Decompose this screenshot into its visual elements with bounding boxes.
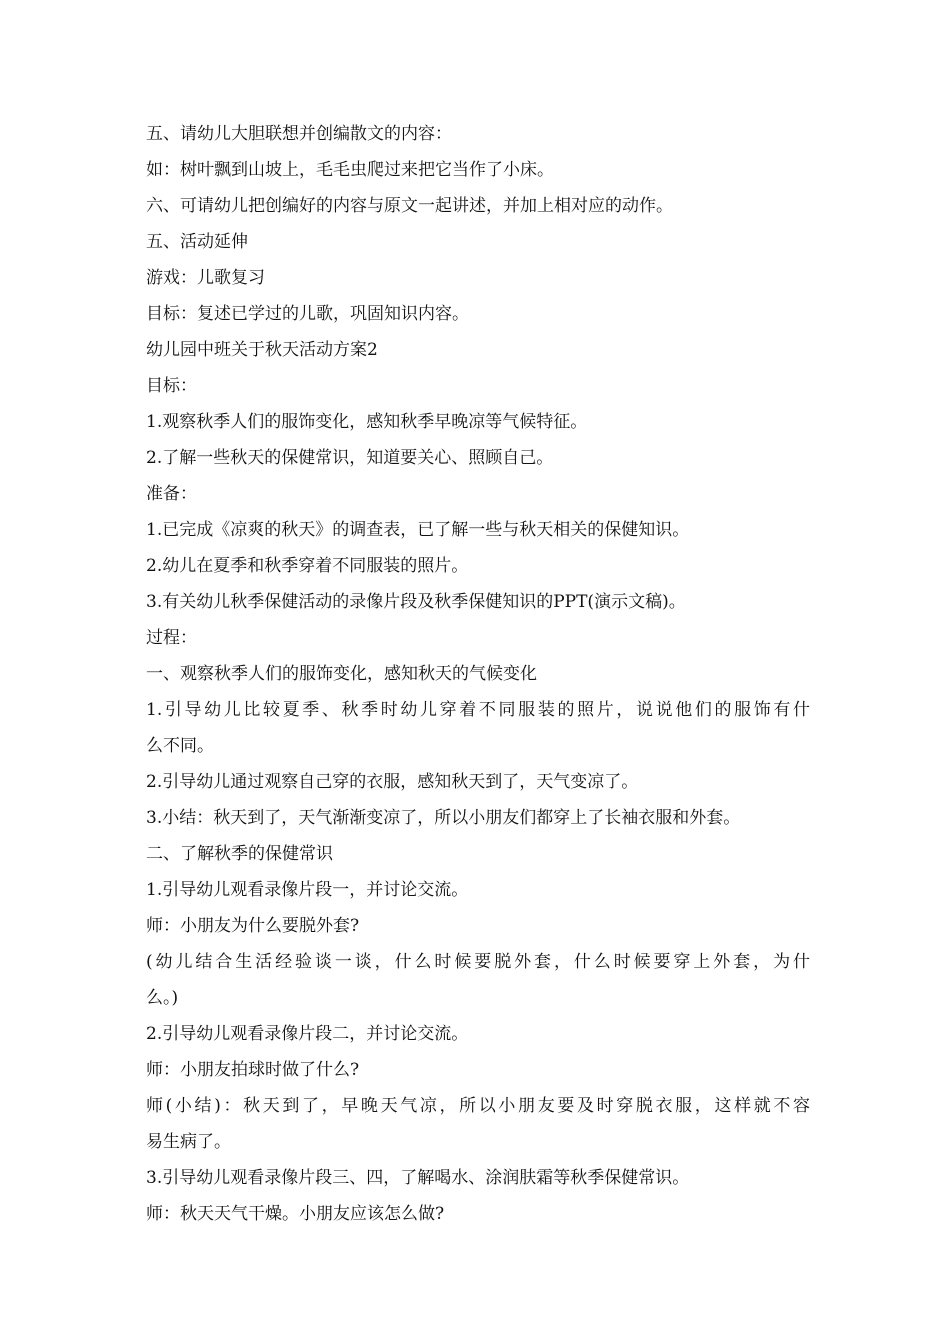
- text-line: (幼儿结合生活经验谈一谈，什么时候要脱外套，什么时候要穿上外套，为什: [146, 952, 810, 972]
- text-line: 么不同。: [146, 736, 214, 756]
- text-line: 五、请幼儿大胆联想并创编散文的内容：: [146, 124, 452, 144]
- text-line: 1.引导幼儿比较夏季、秋季时幼儿穿着不同服装的照片，说说他们的服饰有什: [146, 700, 810, 720]
- text-line: 六、可请幼儿把创编好的内容与原文一起讲述，并加上相对应的动作。: [146, 196, 673, 216]
- text-line: 么。): [146, 988, 179, 1008]
- section-heading: 准备：: [146, 484, 197, 504]
- text-line: 易生病了。: [146, 1132, 231, 1152]
- text-line: 3.引导幼儿观看录像片段三、四，了解喝水、涂润肤霜等秋季保健常识。: [146, 1168, 690, 1188]
- section-heading: 二、了解秋季的保健常识: [146, 844, 333, 864]
- text-line: 3.小结：秋天到了，天气渐渐变凉了，所以小朋友们都穿上了长袖衣服和外套。: [146, 808, 741, 828]
- text-line: 2.引导幼儿观看录像片段二，并讨论交流。: [146, 1024, 469, 1044]
- text-line: 1.引导幼儿观看录像片段一，并讨论交流。: [146, 880, 469, 900]
- text-line: 目标：复述已学过的儿歌，巩固知识内容。: [146, 304, 469, 324]
- text-line: 游戏：儿歌复习: [146, 268, 265, 288]
- text-line: 1.观察秋季人们的服饰变化，感知秋季早晚凉等气候特征。: [146, 412, 588, 432]
- section-heading: 过程：: [146, 628, 197, 648]
- text-line: 1.已完成《凉爽的秋天》的调查表，已了解一些与秋天相关的保健知识。: [146, 520, 690, 540]
- text-line: 3.有关幼儿秋季保健活动的录像片段及秋季保健知识的PPT(演示文稿)。: [146, 592, 686, 612]
- text-line: 2.幼儿在夏季和秋季穿着不同服装的照片。: [146, 556, 469, 576]
- text-line: 2.引导幼儿通过观察自己穿的衣服，感知秋天到了，天气变凉了。: [146, 772, 639, 792]
- document-body: [146, 116, 810, 1232]
- text-line: 师：小朋友拍球时做了什么?: [146, 1060, 360, 1080]
- text-line: 师(小结)：秋天到了，早晚天气凉，所以小朋友要及时穿脱衣服，这样就不容: [146, 1096, 810, 1116]
- plan-title: 幼儿园中班关于秋天活动方案2: [146, 340, 378, 360]
- text-line: 师：小朋友为什么要脱外套?: [146, 916, 360, 936]
- section-heading: 五、活动延伸: [146, 232, 248, 252]
- text-line: 2.了解一些秋天的保健常识，知道要关心、照顾自己。: [146, 448, 554, 468]
- section-heading: 目标：: [146, 376, 197, 396]
- text-line: 师：秋天天气干燥。小朋友应该怎么做?: [146, 1204, 445, 1224]
- section-heading: 一、观察秋季人们的服饰变化，感知秋天的气候变化: [146, 664, 537, 684]
- text-line: 如：树叶飘到山坡上，毛毛虫爬过来把它当作了小床。: [146, 160, 554, 180]
